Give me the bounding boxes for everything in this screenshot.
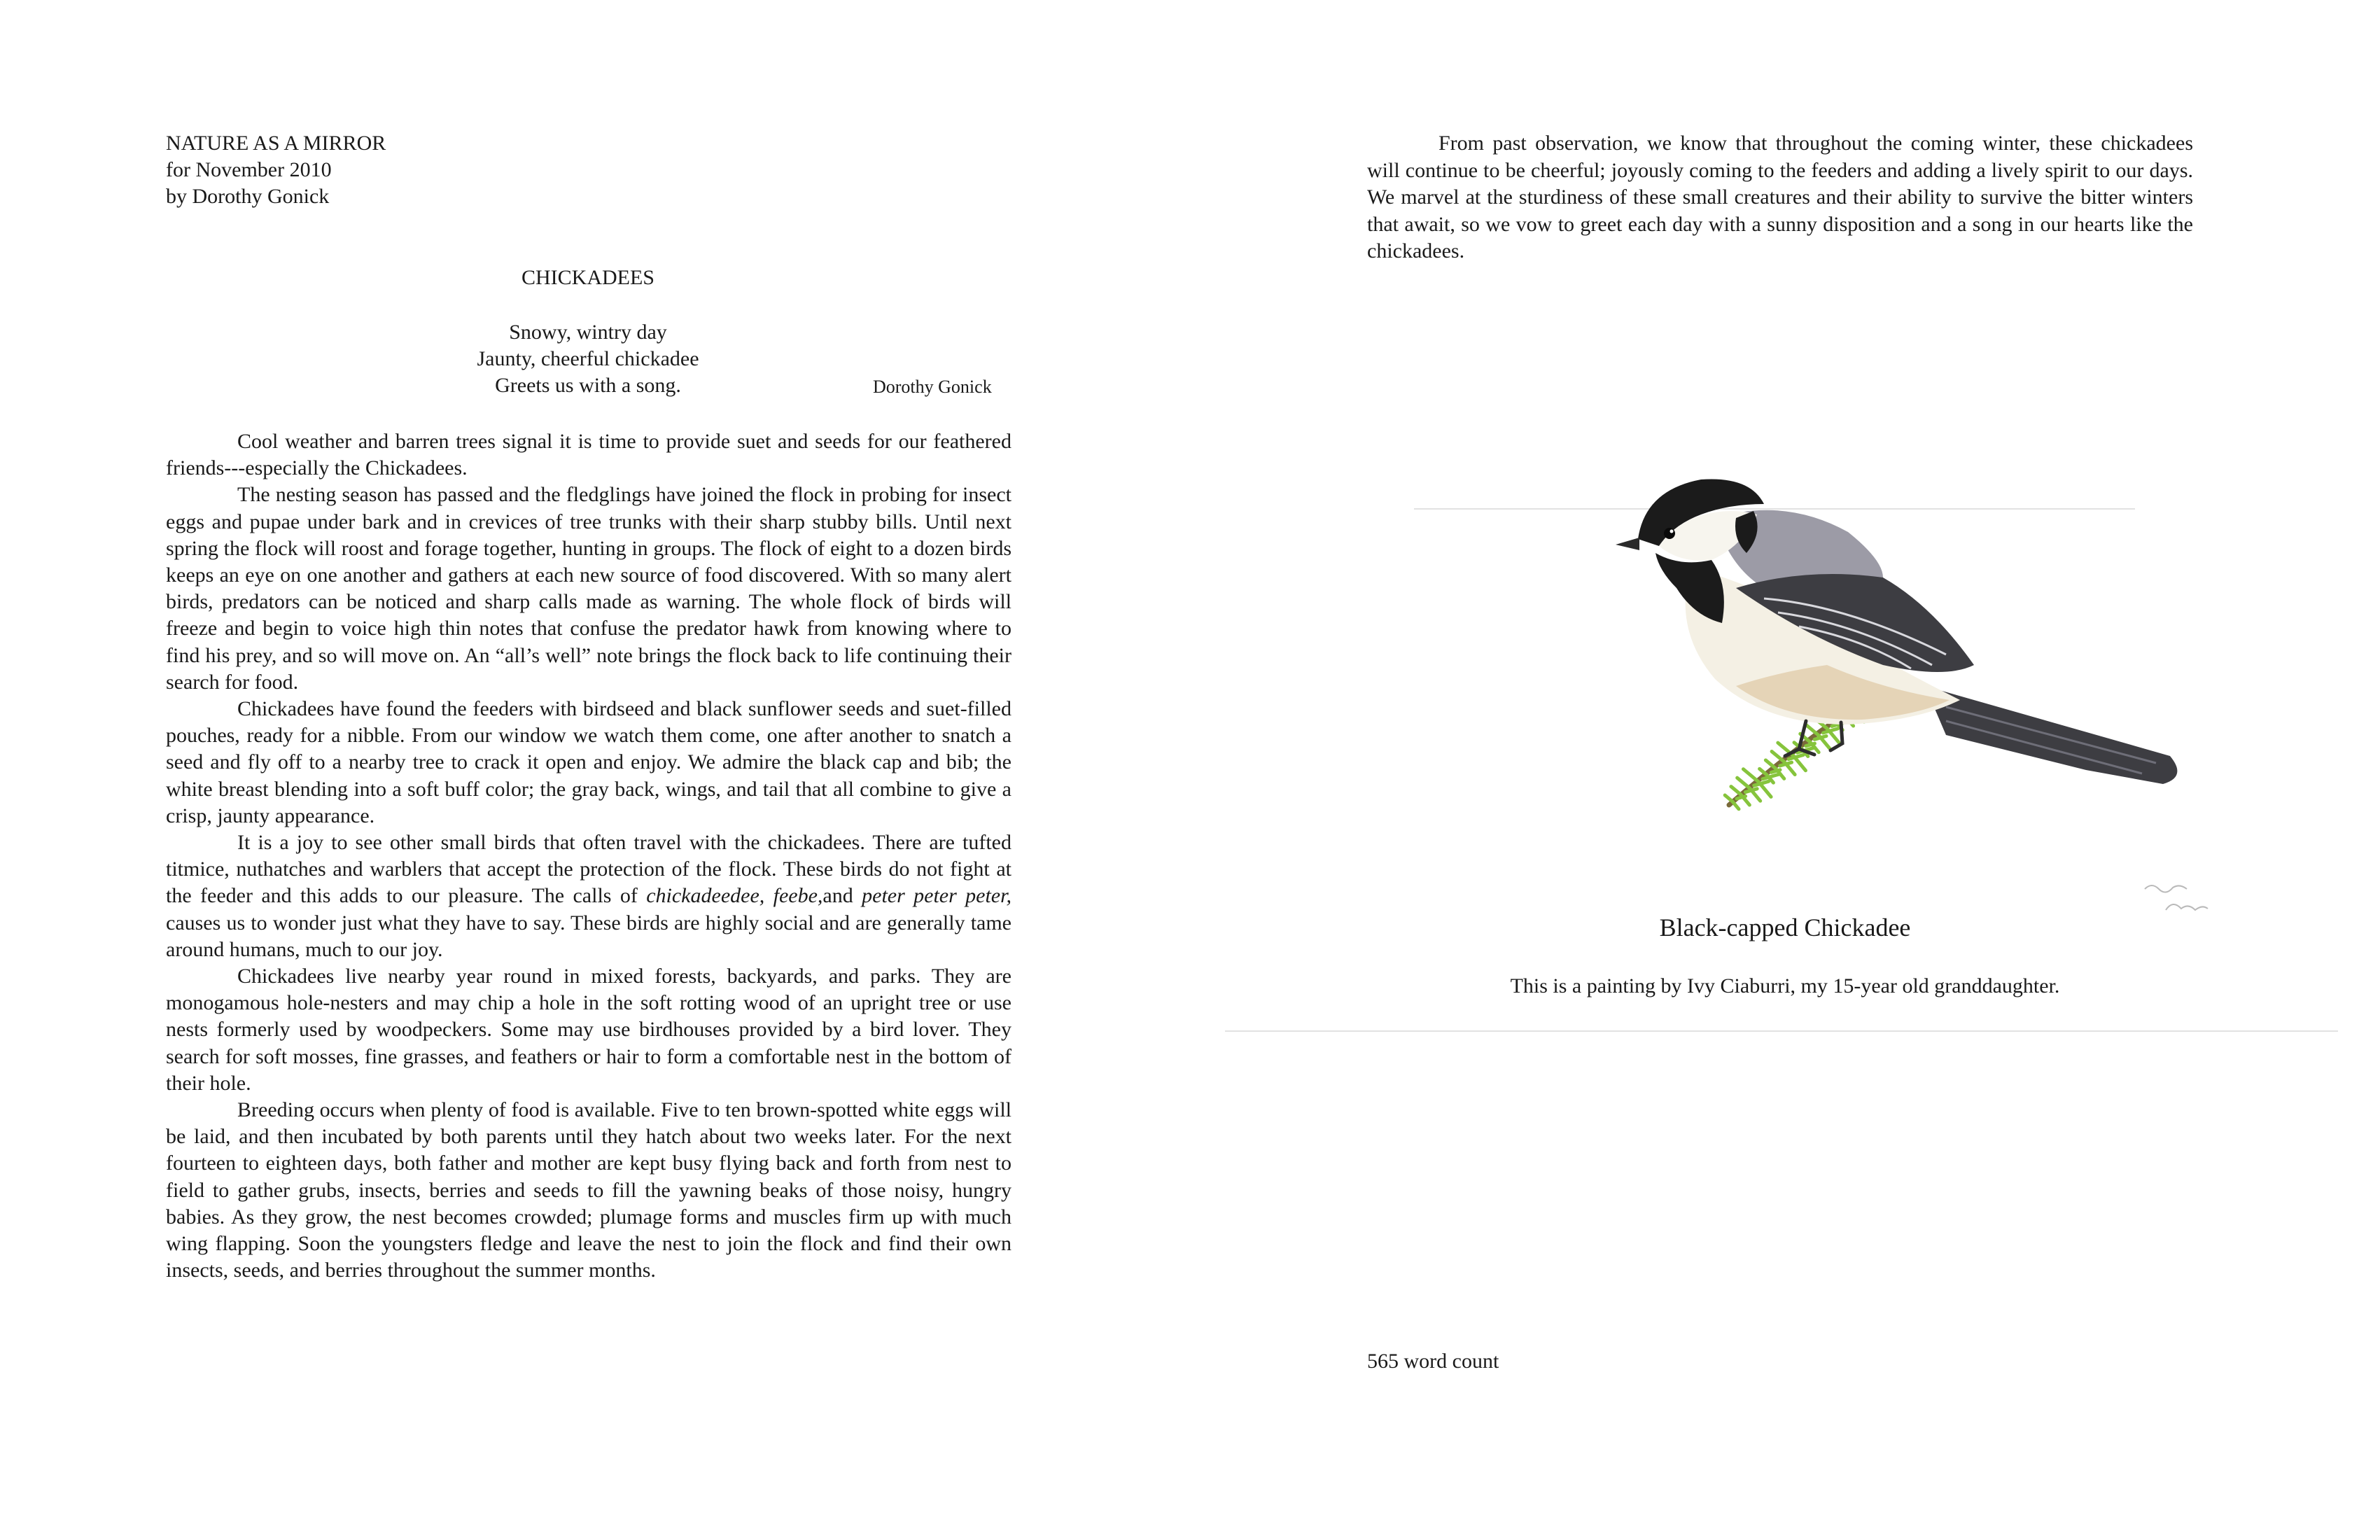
article-title: CHICKADEES: [521, 266, 654, 289]
poem-line: Snowy, wintry day: [509, 321, 667, 344]
painting-caption: Black-capped Chickadee: [1659, 913, 1911, 941]
bird-eye: [1664, 528, 1675, 539]
bird-beak: [1616, 538, 1639, 550]
paragraph-text: and: [822, 884, 862, 908]
paragraph: From past observation, we know that throughout the coming winter, these chickadees will continue to be cheerful; joyously coming to the feeders and adding a lively spirit to our days. We marvel at the sturdiness of these small creatures and their ability to survive the bitter winters that await, so we vow to greet each day with a sunny disposition and a song in our hearts like the chickadees.: [1367, 132, 2193, 263]
painting-credit: This is a painting by Ivy Ciaburri, my 15-year old granddaughter.: [1510, 974, 2060, 997]
paragraph: [166, 830, 1011, 963]
bird-call: chickadeedee, feebe,: [646, 884, 823, 908]
column-title: NATURE AS A MIRROR: [166, 132, 386, 155]
article-header: [166, 130, 386, 210]
byline: by Dorothy Gonick: [166, 185, 330, 208]
poem-line: Greets us with a song.: [495, 374, 681, 397]
paragraph: Chickadees live nearby year round in mixed forests, backyards, and parks. They are monogamous hole-nesters and may chip a hole in the soft rotting wood of an upright tree or use nests formerly used by woodpeckers. Some may use birdhouses provided by a bird lover. They search for soft mosses, fine grasses, and feathers or hair to form a comfortable nest in the bottom of their hole.: [166, 965, 1011, 1095]
word-count: 565 word count: [1367, 1350, 1499, 1373]
painting: [1190, 448, 2380, 1050]
article-body: [166, 428, 1011, 1284]
right-page: [1190, 0, 2380, 1540]
issue-date: for November 2010: [166, 158, 332, 181]
paragraph: Breeding occurs when plenty of food is available. Five to ten brown-spotted white eggs will be laid, and then incubated by both parents until they hatch about two weeks later. For the next fourteen to eighteen days, both father and mother are kept busy flying back and forth from nest to field to gather grubs, insects, berries and seeds to fill the yawning beaks of those noisy, hungry babies. As they grow, the nest becomes crowded; plumage forms and muscles firm up with much wing flapping. Soon the youngsters fledge and leave the nest to join the flock and find their own insects, seeds, and berries throughout the summer months.: [166, 1098, 1011, 1282]
poem-author: Dorothy Gonick: [873, 377, 992, 397]
article-conclusion: [1367, 130, 2193, 265]
bird-call: peter peter peter,: [862, 884, 1011, 908]
paragraph-text: It is a joy to see other small birds that often travel with the chickadees. There are tufted titmice, nuthatches and warblers that accept the protection of the flock. These birds do not fight at the feeder and this adds to our pleasure. The calls of: [166, 831, 1011, 908]
paragraph: Cool weather and barren trees signal it is time to provide suet and seeds for our feathered friends---especially the Chickadees.: [166, 430, 1011, 480]
poem-line: Jaunty, cheerful chickadee: [477, 347, 699, 370]
paragraph: The nesting season has passed and the fledglings have joined the flock in probing for insect eggs and pupae under bark and in crevices of tree trunks with their sharp stubby bills. Until next spring the flock will roost and forage together, hunting in groups. The flock of eight to a dozen birds keeps an eye on one another and gathers at each new source of food discovered. With so many alert birds, predators can be noticed and sharp calls made as warning. The whole flock of birds will freeze and begin to voice high thin notes that confuse the predator hawk from knowing where to find his prey, and so will move on. An “all’s well” note brings the flock back to life continuing their search for food.: [166, 483, 1011, 694]
chickadee-painting: [1554, 455, 2296, 889]
scan-edge-line: [1225, 1030, 2338, 1032]
paragraph: Chickadees have found the feeders with birdseed and black sunflower seeds and suet-filled pouches, ready for a nibble. From our window we watch them come, one after another to snatch a seed and fly off to a nearby tree to crack it open and enjoy. We admire the black cap and bib; the white breast blending into a soft buff color; the gray back, wings, and tail that all combine to give a crisp, jaunty appearance.: [166, 697, 1011, 827]
haiku-poem: [0, 319, 1176, 399]
paragraph-text: causes us to wonder just what they have to say. These birds are highly social and are generally tame around humans, much to our joy.: [166, 911, 1011, 961]
